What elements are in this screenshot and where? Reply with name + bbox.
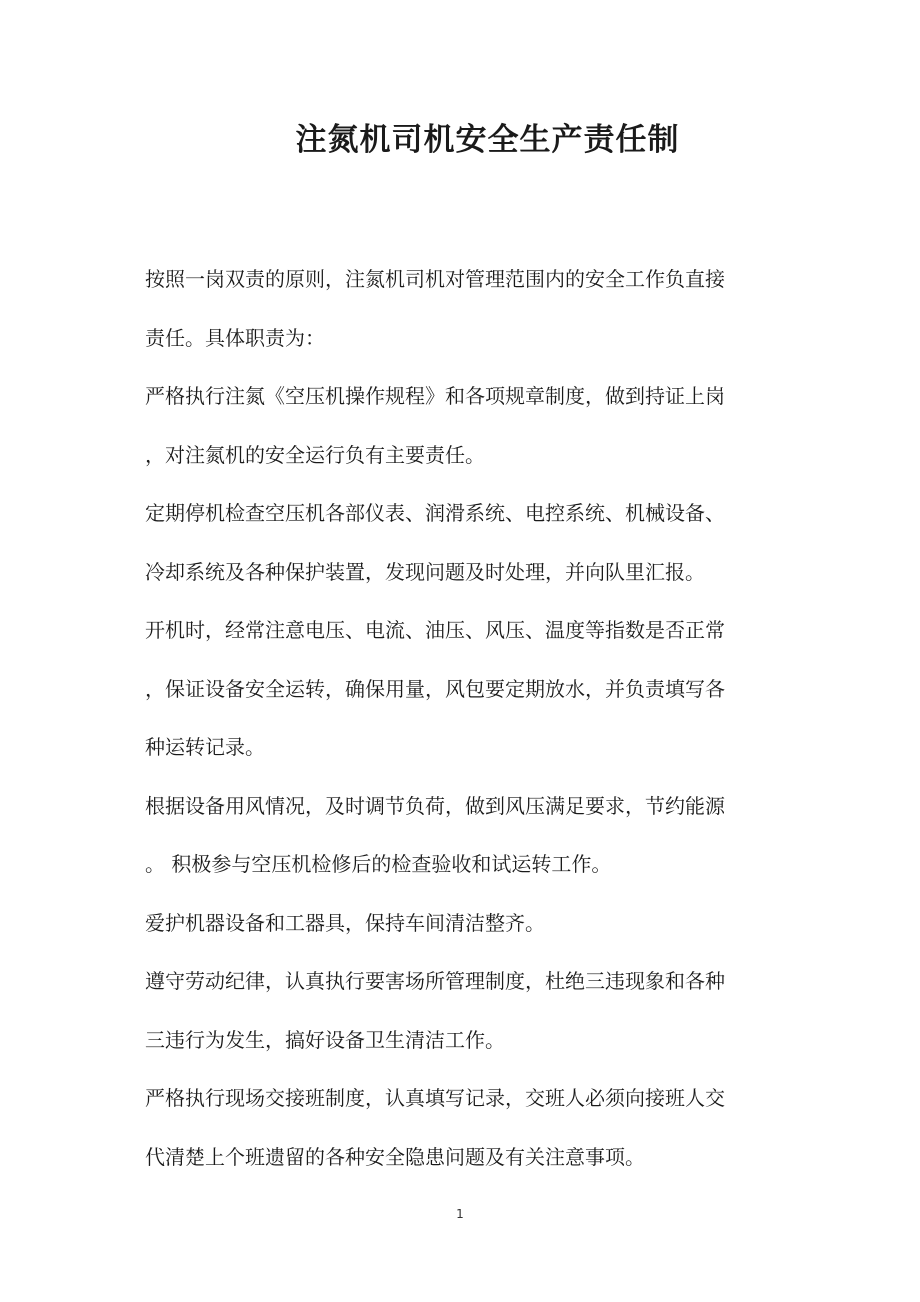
page-title: 注氮机司机安全生产责任制 — [295, 122, 680, 158]
text-line: ，保证设备安全运转，确保用量，风包要定期放水，并负责填写各 — [145, 676, 725, 701]
text-line: 责任。具体职责为： — [145, 325, 325, 350]
text-line: 代清楚上个班遗留的各种安全隐患问题及有关注意事项。 — [145, 1144, 645, 1169]
text-line: 爱护机器设备和工器具，保持车间清洁整齐。 — [145, 910, 545, 935]
text-line: 按照一岗双责的原则，注氮机司机对管理范围内的安全工作负直接 — [145, 267, 725, 291]
text-line: 。 积极参与空压机检修后的检查验收和试运转工作。 — [145, 852, 612, 876]
text-line: 开机时，经常注意电压、电流、油压、风压、温度等指数是否正常 — [145, 618, 725, 642]
text-line: 定期停机检查空压机各部仪表、润滑系统、电控系统、机械设备、 — [145, 501, 725, 525]
text-line: 严格执行注氮《空压机操作规程》和各项规章制度，做到持证上岗 — [145, 384, 725, 408]
text-line: 遵守劳动纪律，认真执行要害场所管理制度，杜绝三违现象和各种 — [145, 969, 725, 993]
body-text — [145, 250, 777, 1186]
text-line: 根据设备用风情况，及时调节负荷，做到风压满足要求，节约能源 — [145, 793, 725, 818]
text-line: ，对注氮机的安全运行负有主要责任。 — [145, 442, 485, 467]
text-line: 严格执行现场交接班制度，认真填写记录，交班人必须向接班人交 — [145, 1086, 725, 1110]
text-line: 种运转记录。 — [145, 735, 265, 759]
text-line: 冷却系统及各种保护装置，发现问题及时处理，并向队里汇报。 — [145, 559, 705, 584]
page-number: 1 — [456, 1207, 464, 1221]
text-line: 三违行为发生，搞好设备卫生清洁工作。 — [145, 1027, 505, 1052]
